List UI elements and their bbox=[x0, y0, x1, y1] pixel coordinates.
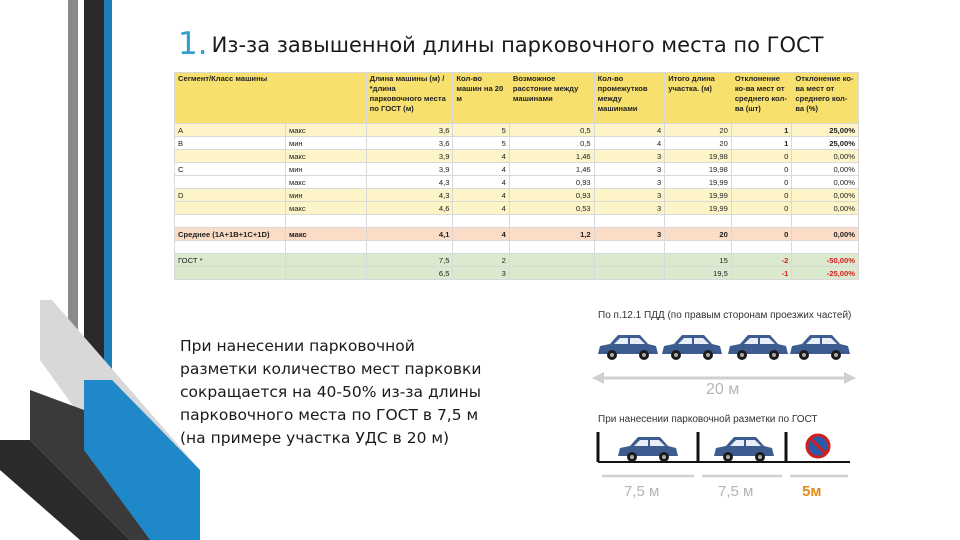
table-cell: ГОСТ * bbox=[175, 254, 286, 267]
table-cell: 4 bbox=[453, 202, 509, 215]
table-cell: 4 bbox=[453, 189, 509, 202]
segment-2-label: 7,5 м bbox=[718, 483, 754, 500]
table-cell: 0,00% bbox=[792, 150, 859, 163]
table-cell: 0 bbox=[731, 150, 792, 163]
table-cell: В bbox=[175, 137, 286, 150]
table-cell bbox=[594, 241, 665, 254]
table-cell: 4 bbox=[453, 228, 509, 241]
table-cell: 3 bbox=[594, 163, 665, 176]
table-cell: -50,00% bbox=[792, 254, 859, 267]
car-icon bbox=[714, 437, 774, 462]
table-header-cell: Отклонение ко-ва мест от среднего кол-ва (шт) bbox=[731, 73, 792, 124]
table-cell bbox=[509, 215, 594, 228]
table-row bbox=[175, 254, 859, 267]
table-cell: 4 bbox=[453, 163, 509, 176]
table-row bbox=[175, 176, 859, 189]
description-paragraph bbox=[180, 335, 580, 450]
table-cell: 19,98 bbox=[665, 163, 732, 176]
table-cell bbox=[594, 267, 665, 280]
paragraph-line: (на примере участка УДС в 20 м) bbox=[180, 429, 450, 447]
table-cell: 5 bbox=[453, 137, 509, 150]
table-cell: 0,53 bbox=[509, 202, 594, 215]
table-cell bbox=[731, 241, 792, 254]
table-cell: 4 bbox=[594, 124, 665, 137]
table-cell: 1 bbox=[731, 124, 792, 137]
table-cell: -1 bbox=[731, 267, 792, 280]
table-cell: 19,5 bbox=[665, 267, 732, 280]
table-row bbox=[175, 163, 859, 176]
table-cell: 3,9 bbox=[366, 150, 453, 163]
table-cell bbox=[594, 254, 665, 267]
table-cell: 7,5 bbox=[366, 254, 453, 267]
table-cell bbox=[285, 267, 366, 280]
top-length-label: 20 м bbox=[706, 381, 740, 398]
table-cell: 0,00% bbox=[792, 228, 859, 241]
table-cell: 2 bbox=[453, 254, 509, 267]
table-cell bbox=[665, 215, 732, 228]
table-cell: 4,3 bbox=[366, 189, 453, 202]
table-cell: 4,1 bbox=[366, 228, 453, 241]
segment-3-label: 5м bbox=[802, 483, 822, 500]
table-cell: макс bbox=[285, 150, 366, 163]
table-cell: 0,5 bbox=[509, 137, 594, 150]
table-cell: 4 bbox=[453, 176, 509, 189]
table-cell: D bbox=[175, 189, 286, 202]
table-cell: 25,00% bbox=[792, 124, 859, 137]
table-cell: 3 bbox=[594, 176, 665, 189]
table-cell: 4,6 bbox=[366, 202, 453, 215]
table-header-row bbox=[175, 73, 859, 124]
no-parking-icon bbox=[807, 435, 829, 457]
table-row bbox=[175, 137, 859, 150]
paragraph-line: парковочного места по ГОСТ в 7,5 м bbox=[180, 406, 479, 424]
table-cell: макс bbox=[285, 176, 366, 189]
table-cell bbox=[731, 215, 792, 228]
table-cell bbox=[175, 176, 286, 189]
parking-table bbox=[174, 72, 859, 280]
paragraph-line: При нанесении парковочной bbox=[180, 337, 415, 355]
table-cell bbox=[792, 215, 859, 228]
top-caption: По п.12.1 ПДД (по правым сторонам проезжих частей) bbox=[598, 310, 852, 321]
table-cell: 3,6 bbox=[366, 137, 453, 150]
table-cell: 3 bbox=[453, 267, 509, 280]
title-number: 1. bbox=[178, 26, 208, 62]
table-cell: 3 bbox=[594, 150, 665, 163]
table-row bbox=[175, 189, 859, 202]
table-cell: 4 bbox=[594, 137, 665, 150]
table-cell: 1 bbox=[731, 137, 792, 150]
table-cell bbox=[285, 241, 366, 254]
table-cell: А bbox=[175, 124, 286, 137]
title-text: Из-за завышенной длины парковочного места по ГОСТ bbox=[211, 33, 824, 57]
table-cell: 20 bbox=[665, 137, 732, 150]
table-cell: Среднее (1А+1В+1С+1D) bbox=[175, 228, 286, 241]
table-header-cell: Кол-во промежутков между машинами bbox=[594, 73, 665, 124]
table-header-cell: Отклонение ко-ва мест от среднего кол-ва (%) bbox=[792, 73, 859, 124]
car-icon bbox=[662, 335, 722, 360]
table-row bbox=[175, 215, 859, 228]
car-icon bbox=[728, 335, 788, 360]
table-cell: 3,9 bbox=[366, 163, 453, 176]
decorative-stripes bbox=[0, 0, 200, 540]
table-header-cell: Итого длина участка. (м) bbox=[665, 73, 732, 124]
table-cell: 3 bbox=[594, 228, 665, 241]
table-cell: мин bbox=[285, 189, 366, 202]
table-cell bbox=[594, 215, 665, 228]
table-cell: 0 bbox=[731, 202, 792, 215]
table-cell: 1,2 bbox=[509, 228, 594, 241]
table-cell bbox=[285, 254, 366, 267]
table-cell: 0 bbox=[731, 228, 792, 241]
table-cell: 4 bbox=[453, 150, 509, 163]
car-icon bbox=[598, 335, 658, 360]
table-cell bbox=[175, 150, 286, 163]
table-cell: макс bbox=[285, 202, 366, 215]
table-row bbox=[175, 267, 859, 280]
table-cell: 1,46 bbox=[509, 150, 594, 163]
table-cell bbox=[175, 215, 286, 228]
table-cell: 15 bbox=[665, 254, 732, 267]
paragraph-line: разметки количество мест парковки bbox=[180, 360, 482, 378]
table-cell: 4,3 bbox=[366, 176, 453, 189]
table-cell: мин bbox=[285, 137, 366, 150]
table-cell bbox=[792, 241, 859, 254]
table-cell: 0 bbox=[731, 163, 792, 176]
table-cell bbox=[175, 267, 286, 280]
table-cell bbox=[509, 241, 594, 254]
table-row bbox=[175, 241, 859, 254]
table-cell: 0,00% bbox=[792, 163, 859, 176]
table-cell: макс bbox=[285, 124, 366, 137]
table-cell: С bbox=[175, 163, 286, 176]
table-cell: 0,5 bbox=[509, 124, 594, 137]
table-cell: 20 bbox=[665, 124, 732, 137]
table-cell bbox=[509, 254, 594, 267]
table-cell: 0,00% bbox=[792, 202, 859, 215]
table-cell: 19,99 bbox=[665, 202, 732, 215]
table-cell: 19,99 bbox=[665, 176, 732, 189]
table-cell: 20 bbox=[665, 228, 732, 241]
car-icon bbox=[618, 437, 678, 462]
bottom-caption: При нанесении парковочной разметки по ГОСТ bbox=[598, 414, 818, 425]
table-cell bbox=[453, 215, 509, 228]
table-cell bbox=[175, 202, 286, 215]
table-cell: 0,93 bbox=[509, 176, 594, 189]
table-cell: -25,00% bbox=[792, 267, 859, 280]
table-cell bbox=[509, 267, 594, 280]
table-cell: 5 bbox=[453, 124, 509, 137]
table-cell: 0 bbox=[731, 189, 792, 202]
table-cell: 0,00% bbox=[792, 189, 859, 202]
table-cell bbox=[366, 241, 453, 254]
table-cell: 1,46 bbox=[509, 163, 594, 176]
table-cell: 19,98 bbox=[665, 150, 732, 163]
parking-illustration bbox=[588, 300, 860, 500]
table-cell: -2 bbox=[731, 254, 792, 267]
table-cell: 0 bbox=[731, 176, 792, 189]
table-row bbox=[175, 228, 859, 241]
table-cell bbox=[285, 215, 366, 228]
table-row bbox=[175, 202, 859, 215]
table-header-cell: Возможное расстоние между машинами bbox=[509, 73, 594, 124]
table-row bbox=[175, 124, 859, 137]
table-row bbox=[175, 150, 859, 163]
table-cell: мин bbox=[285, 163, 366, 176]
table-header-cell: Сегмент/Класс машины bbox=[175, 73, 286, 124]
table-header-cell bbox=[285, 73, 366, 124]
car-icon bbox=[790, 335, 850, 360]
table-cell: 25,00% bbox=[792, 137, 859, 150]
page-title bbox=[178, 26, 823, 62]
table-cell: 0,00% bbox=[792, 176, 859, 189]
table-cell bbox=[175, 241, 286, 254]
table-header-cell: Кол-во машин на 20 м bbox=[453, 73, 509, 124]
table-cell: макс bbox=[285, 228, 366, 241]
table-cell: 3 bbox=[594, 202, 665, 215]
table-cell: 3,6 bbox=[366, 124, 453, 137]
table-cell bbox=[453, 241, 509, 254]
table-header-cell: Длина машины (м) / *длина парковочного места по ГОСТ (м) bbox=[366, 73, 453, 124]
table-cell: 0,93 bbox=[509, 189, 594, 202]
table-cell: 6,5 bbox=[366, 267, 453, 280]
segment-1-label: 7,5 м bbox=[624, 483, 660, 500]
table-cell bbox=[665, 241, 732, 254]
table-cell: 19,99 bbox=[665, 189, 732, 202]
table-cell: 3 bbox=[594, 189, 665, 202]
table-cell bbox=[366, 215, 453, 228]
paragraph-line: сокращается на 40-50% из-за длины bbox=[180, 383, 482, 401]
